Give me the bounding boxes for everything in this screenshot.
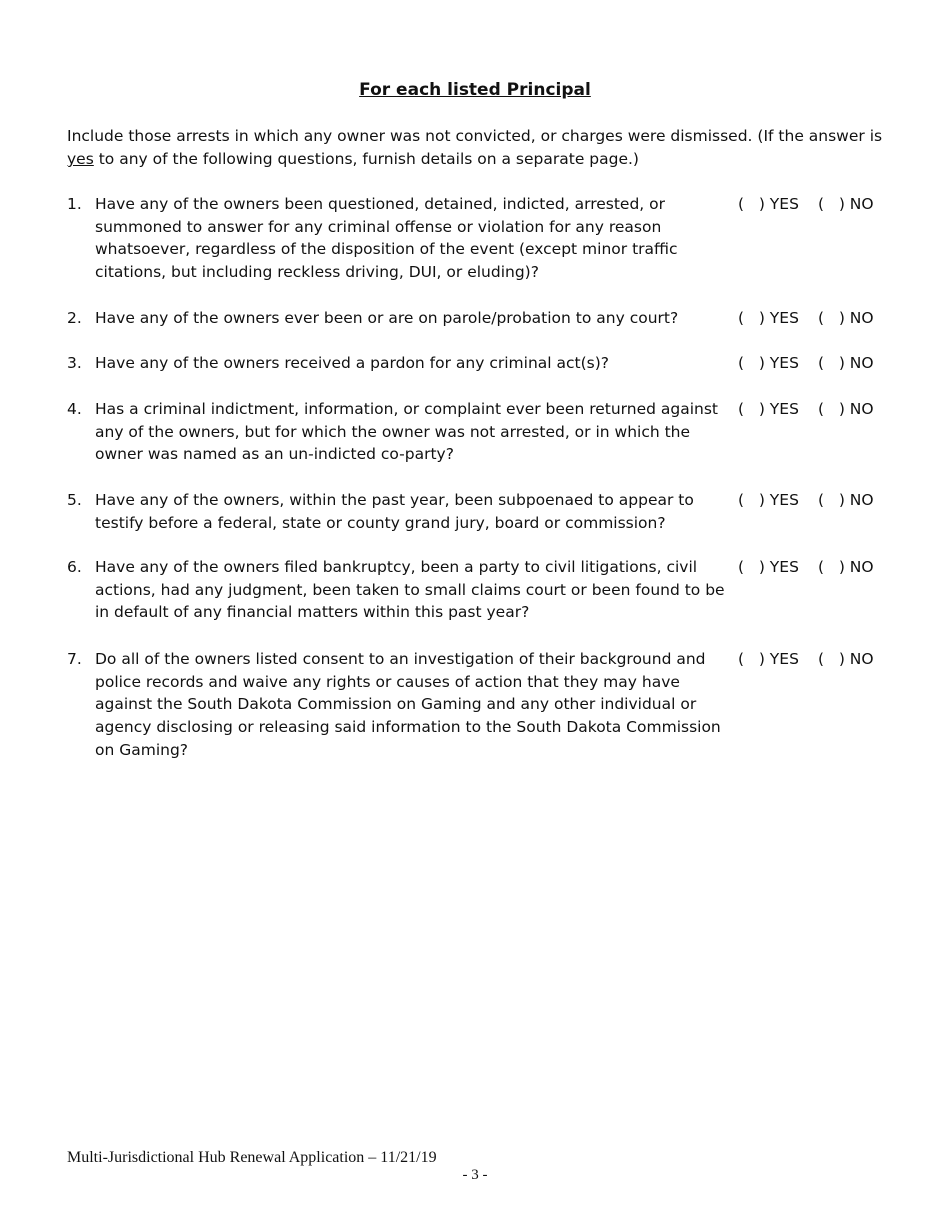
yes-checkbox[interactable]: ( ) YES bbox=[738, 558, 799, 576]
question-number: 7. bbox=[67, 650, 82, 668]
question-text: Have any of the owners filed bankruptcy, been a party to civil litigations, civil actions, had any judgment, been taken to small claims court or been found to be in default of any financial matters within this past year? bbox=[95, 558, 725, 622]
no-checkbox[interactable]: ( ) NO bbox=[818, 400, 874, 418]
no-checkbox[interactable]: ( ) NO bbox=[818, 309, 874, 327]
intro-text-before: Include those arrests in which any owner was not convicted, or charges were dismissed. (If the answer is bbox=[67, 127, 883, 145]
question-text: Has a criminal indictment, information, or complaint ever been returned against any of the owners, but for which the owner was not arrested, or in which the owner was named as an un-indicted co-party? bbox=[95, 400, 719, 464]
yes-checkbox[interactable]: ( ) YES bbox=[738, 309, 799, 327]
page-number: - 3 - bbox=[462, 1167, 488, 1183]
question-text: Have any of the owners received a pardon for any criminal act(s)? bbox=[95, 354, 609, 372]
question-text: Have any of the owners ever been or are on parole/probation to any court? bbox=[95, 309, 679, 327]
yes-checkbox[interactable]: ( ) YES bbox=[738, 195, 799, 213]
question-number: 3. bbox=[67, 354, 82, 372]
no-checkbox[interactable]: ( ) NO bbox=[818, 650, 874, 668]
no-checkbox[interactable]: ( ) NO bbox=[818, 558, 874, 576]
no-checkbox[interactable]: ( ) NO bbox=[818, 354, 874, 372]
page-title: For each listed Principal bbox=[359, 80, 591, 100]
intro-text-after: to any of the following questions, furnish details on a separate page.) bbox=[93, 150, 639, 168]
no-checkbox[interactable]: ( ) NO bbox=[818, 491, 874, 509]
intro-paragraph bbox=[67, 125, 887, 171]
intro-underlined-yes: yes bbox=[67, 150, 94, 168]
question-number: 2. bbox=[67, 309, 82, 327]
yes-checkbox[interactable]: ( ) YES bbox=[738, 354, 799, 372]
question-number: 6. bbox=[67, 558, 82, 576]
question-number: 4. bbox=[67, 400, 82, 418]
question-text: Do all of the owners listed consent to an investigation of their background and police records and waive any rights or causes of action that they may have against the South Dakota Commission on Gaming and any other individual or agency disclosing or releasing said information to the South Dakota Commission on Gaming? bbox=[95, 650, 721, 759]
question-text: Have any of the owners, within the past year, been subpoenaed to appear to testify before a federal, state or county grand jury, board or commission? bbox=[95, 491, 694, 532]
question-number: 5. bbox=[67, 491, 82, 509]
yes-checkbox[interactable]: ( ) YES bbox=[738, 650, 799, 668]
yes-checkbox[interactable]: ( ) YES bbox=[738, 491, 799, 509]
no-checkbox[interactable]: ( ) NO bbox=[818, 195, 874, 213]
question-number: 1. bbox=[67, 195, 82, 213]
yes-checkbox[interactable]: ( ) YES bbox=[738, 400, 799, 418]
footer-text: Multi-Jurisdictional Hub Renewal Application – 11/21/19 bbox=[67, 1149, 437, 1166]
question-text: Have any of the owners been questioned, detained, indicted, arrested, or summoned to answer for any criminal offense or violation for any reason whatsoever, regardless of the disposition of the event (except minor traffic citations, but including reckless driving, DUI, or eluding)? bbox=[95, 195, 678, 282]
